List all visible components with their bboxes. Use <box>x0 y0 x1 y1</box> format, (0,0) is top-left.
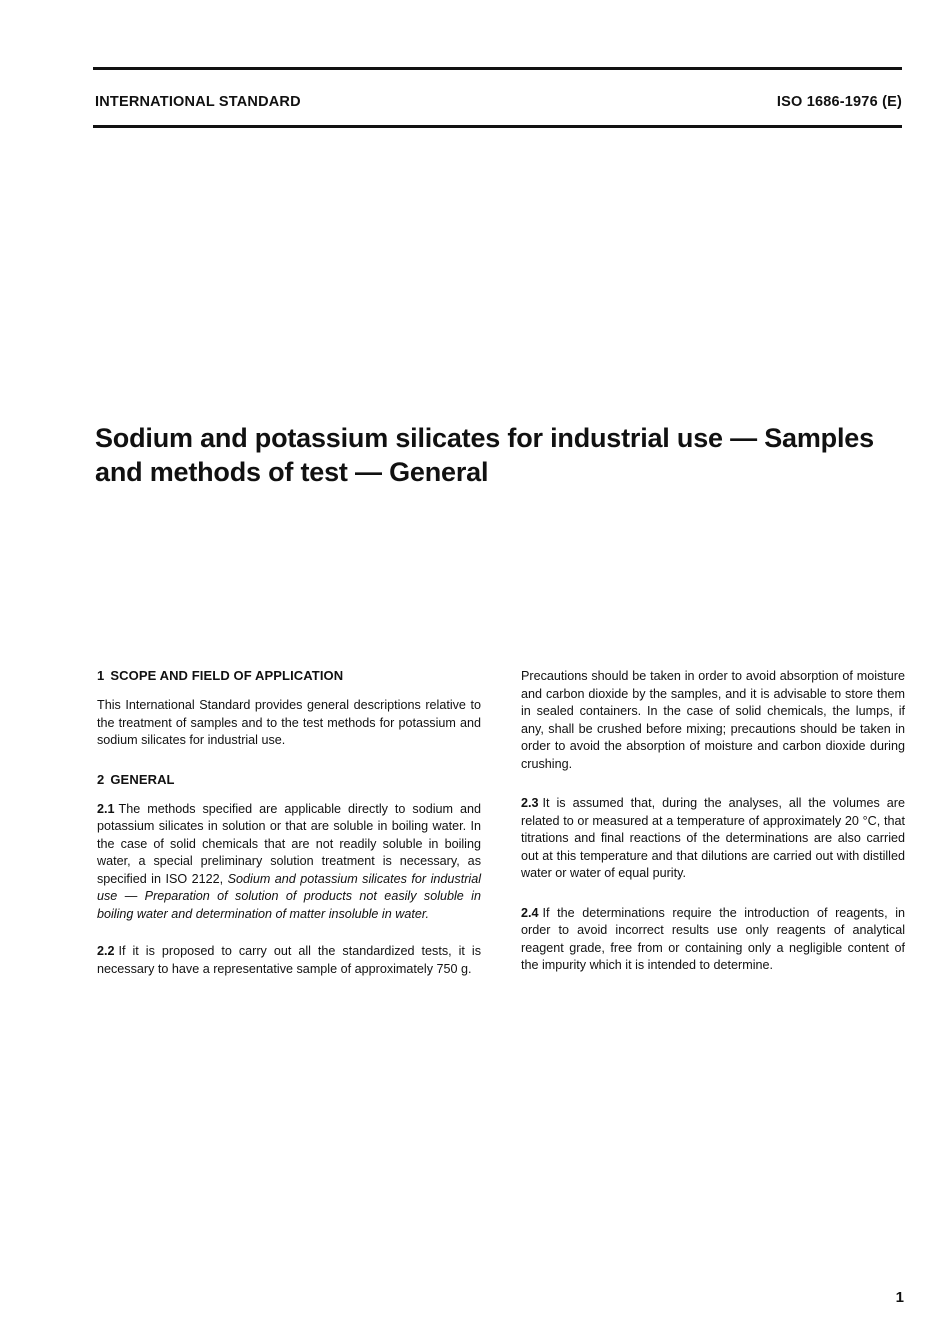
clause-2-4 <box>521 905 905 975</box>
clause-2-2-text: If it is proposed to carry out all the standardized tests, it is necessary to have a representative sample of approximately 750 g. <box>97 944 481 976</box>
page-number: 1 <box>895 1289 904 1306</box>
clause-2-3-number: 2.3 <box>521 796 539 810</box>
clause-2-2 <box>97 943 481 978</box>
section-1-number: 1 <box>97 668 105 683</box>
document-title <box>95 421 915 489</box>
clause-2-1-text: The methods specified are applicable directly to sodium and potassium silicates in solution or that are soluble in boiling water. In the case of solid chemicals that are not readily soluble in boiling water, a special preliminary solution treatment is necessary, as specified in ISO 2122, <box>97 801 481 886</box>
section-1-heading <box>97 668 481 683</box>
title-line-1: Sodium and potassium silicates for industrial use — Samples <box>95 423 874 453</box>
section-2-number: 2 <box>97 771 105 787</box>
section-2-title: GENERAL <box>110 771 175 787</box>
right-column <box>521 668 905 975</box>
section-1-title: SCOPE AND FIELD OF APPLICATION <box>110 668 344 683</box>
clause-2-1-number: 2.1 <box>97 801 115 816</box>
document-type-label: INTERNATIONAL STANDARD <box>95 94 301 110</box>
standard-number: ISO 1686-1976 (E) <box>776 94 902 110</box>
header-bottom-rule <box>93 125 902 128</box>
clause-2-3 <box>521 795 905 883</box>
title-line-2: and methods of test — General <box>95 457 489 487</box>
left-column <box>97 668 481 978</box>
clause-2-4-text: If the determinations require the introduction of reagents, in order to avoid incorrect results use only reagents of analytical reagent grade, free from or containing only a negligible content of the impurity which it is intended to determine. <box>521 905 905 972</box>
clause-2-1-reference-title: Sodium and potassium silicates for industrial use — Preparation of solution of products not easily soluble in boiling water and determination of matter insoluble in water. <box>97 871 481 921</box>
clause-2-2-number: 2.2 <box>97 944 115 958</box>
clause-2-3-text: It is assumed that, during the analyses, all the volumes are related to or measured at a temperature of approximately 20 °C, that titrations and final reactions of the determinations are also carried out at this temperature and that dilutions are carried out with distilled water or water of equal purity. <box>521 796 905 880</box>
clause-2-1 <box>97 801 481 924</box>
clause-2-2-continued: Precautions should be taken in order to avoid absorption of moisture and carbon dioxide by the samples, and it is advisable to store them in sealed containers. In the case of solid chemicals, the lumps, if any, shall be crushed before mixing; precautions should be taken in order to avoid the absorption of moisture and carbon dioxide during crushing. <box>521 669 905 771</box>
section-2-heading <box>97 772 481 787</box>
header-top-rule <box>93 67 902 70</box>
clause-2-4-number: 2.4 <box>521 905 539 920</box>
section-1-text: This International Standard provides general descriptions relative to the treatment of samples and to the test methods for potassium and sodium silicates for industrial use. <box>97 698 481 747</box>
